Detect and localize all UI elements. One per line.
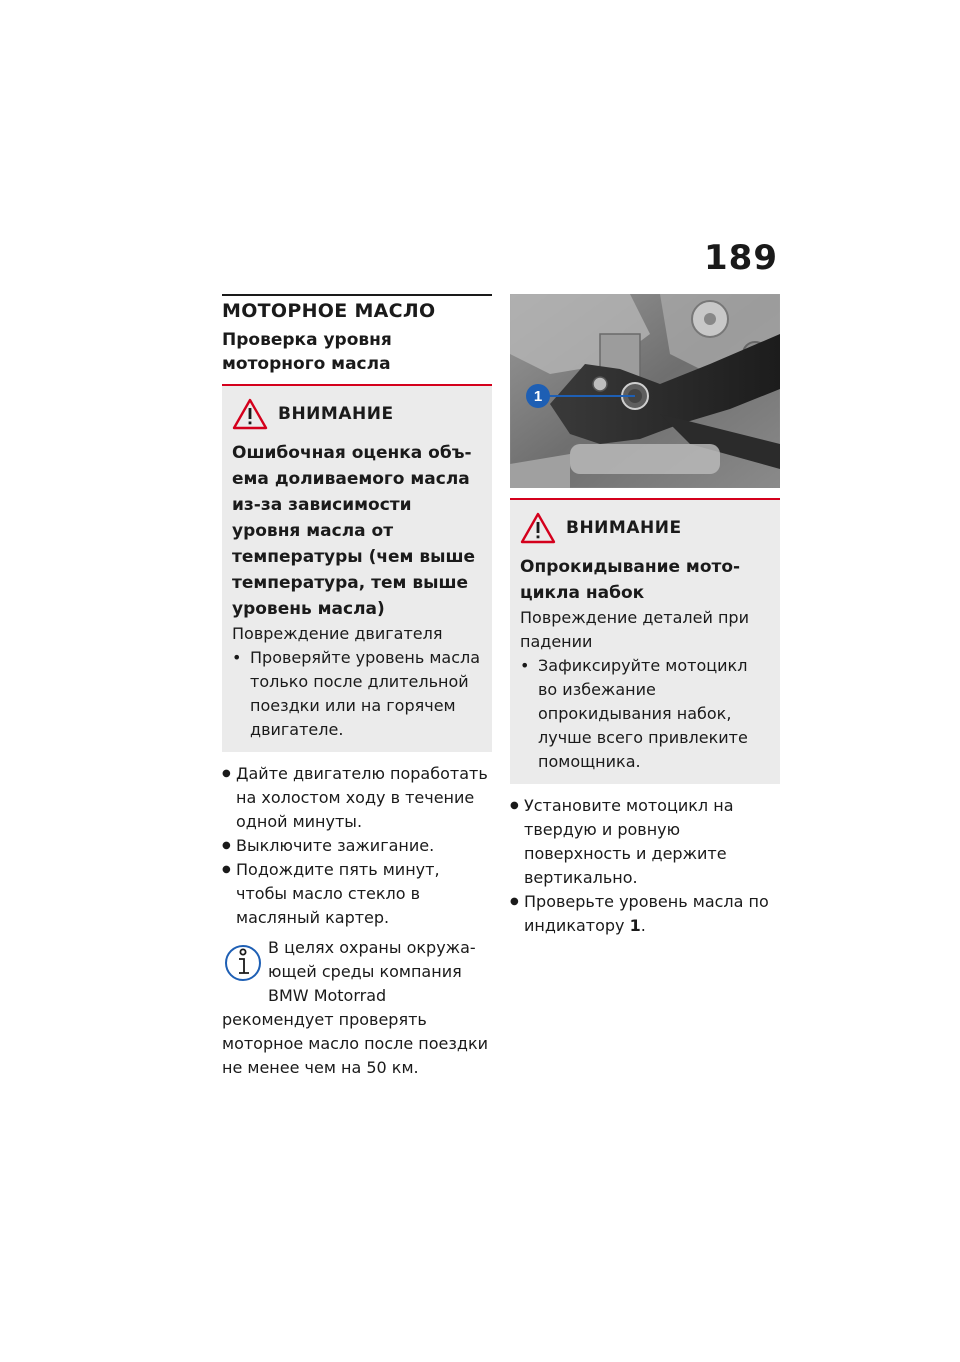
step-item: ● Дайте двигателю поработать на холостом ходу в течение одной минуты.: [222, 762, 492, 834]
warning-box: [222, 384, 492, 752]
note-text: В целях охраны окружающей среды компания BMW Motorrad рекомендует проверять моторное масло после поездки не менее чем на 50 км.: [222, 938, 489, 1077]
info-icon: [222, 940, 264, 986]
warning-consequence: Повреждение двигателя: [232, 624, 443, 643]
warning-title: Опрокидывание мотоцикла набок: [520, 557, 741, 603]
warning-action: • Проверяйте уровень масла только после длительной поездки или на горячем двигателе.: [232, 646, 482, 742]
indicator-reference: 1: [629, 916, 641, 935]
warning-header: [520, 512, 770, 544]
warning-label: ВНИМАНИЕ: [278, 404, 394, 424]
warning-triangle-icon: [232, 398, 268, 430]
warning-consequence: Повреждение деталей при падении: [520, 608, 749, 651]
section-rule: [222, 294, 492, 296]
steps-list: [510, 794, 780, 938]
environment-note: [222, 936, 492, 1080]
step-item: ● Установите мотоцикл на твердую и ровную поверхность и держите вертикально.: [510, 794, 780, 890]
step-text: Проверьте уровень масла по индикатору: [524, 892, 769, 935]
warning-title: Ошибочная оценка объема доливаемого масла из-за зависимости уровня масла от температуры (чем выше температура, тем выше уровень масла): [232, 443, 476, 619]
warning-action: • Зафиксируйте мотоцикл во избежание опрокидывания набок, лучше всего привлеките помощника.: [520, 654, 770, 774]
page-number: 189: [704, 238, 778, 278]
step-item: [510, 890, 780, 938]
engine-oil-indicator-photo: [510, 294, 780, 488]
step-item: ● Выключите зажигание.: [222, 834, 492, 858]
left-column: [222, 294, 492, 1080]
warning-triangle-icon: [520, 512, 556, 544]
steps-list: [222, 762, 492, 930]
subsection-title: Проверка уровня моторного масла: [222, 330, 392, 374]
right-column: [510, 294, 780, 938]
section-title: МОТОРНОЕ МАСЛО: [222, 300, 436, 322]
photo-callout-number: 1: [533, 388, 543, 405]
step-text-end: .: [640, 916, 646, 935]
warning-label: ВНИМАНИЕ: [566, 518, 682, 538]
step-item: ● Подождите пять минут, чтобы масло стекло в масляный картер.: [222, 858, 492, 930]
warning-header: [232, 398, 482, 430]
warning-box: [510, 498, 780, 784]
